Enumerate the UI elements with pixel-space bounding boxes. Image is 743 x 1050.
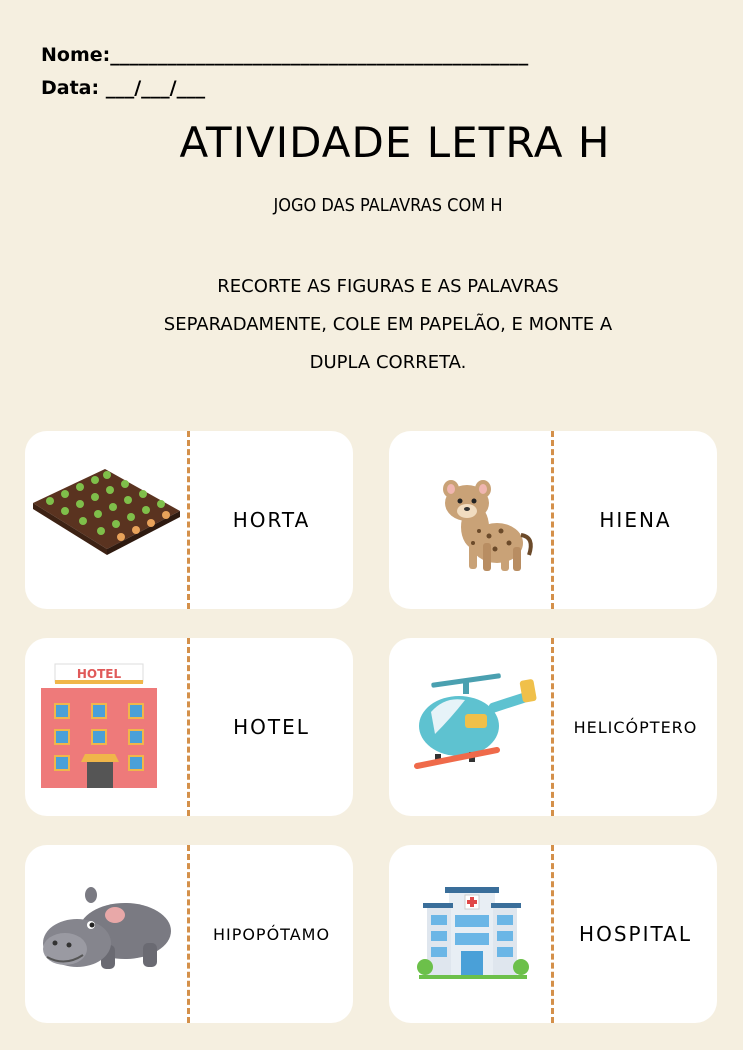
card-helicoptero [389,638,717,816]
card-hiena [389,431,717,609]
hospital-building-icon [389,845,551,1023]
garden-plot-icon [25,431,187,609]
date-field-line: Data: ___/___/___ [41,77,206,99]
word-label: HIPOPÓTAMO [212,924,331,944]
instruction-line: SEPARADAMENTE, COLE EM PAPELÃO, E MONTE A [163,314,613,335]
page-subtitle: JOGO DAS PALAVRAS COM H [273,195,503,216]
word-label: HOTEL [233,715,310,739]
word-label: HOSPITAL [579,922,692,946]
hyena-icon [389,431,551,609]
hippopotamus-icon [25,845,187,1023]
card-horta [25,431,353,609]
instruction-line: RECORTE AS FIGURAS E AS PALAVRAS [217,276,559,297]
instructions [0,268,743,382]
instruction-line: DUPLA CORRETA. [309,352,467,373]
word-label: HELICÓPTERO [573,717,698,737]
word-label: HORTA [232,508,311,532]
page-title: ATIVIDADE LETRA H [179,118,611,167]
name-field-line: Nome:____________________________________________ [41,44,529,66]
helicopter-icon [389,638,551,816]
hotel-building-icon [25,638,187,816]
card-hospital [389,845,717,1023]
card-hipopotamo [25,845,353,1023]
word-label: HIENA [599,508,672,532]
hotel-sign-text: HOTEL [76,667,122,681]
card-hotel [25,638,353,816]
